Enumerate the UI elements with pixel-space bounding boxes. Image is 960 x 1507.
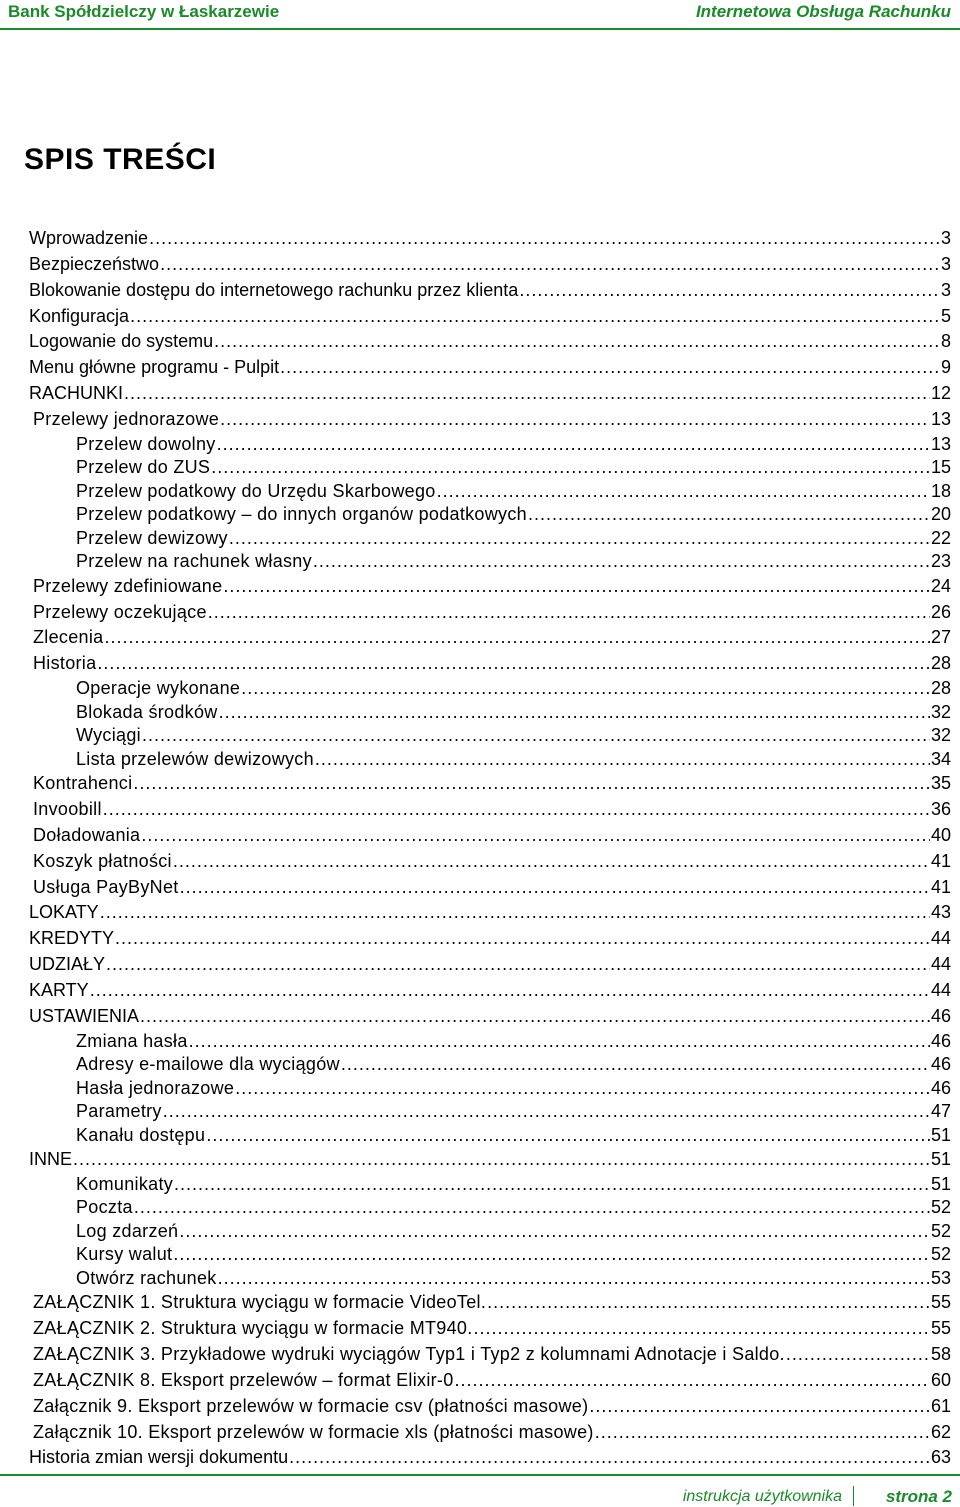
toc-entry-label: Logowanie do systemu [29,331,214,352]
toc-entry[interactable] [0,849,960,875]
toc-entry[interactable] [0,1124,960,1148]
toc-entry-label: Przelew dowolny [76,433,216,454]
toc-entry-page: 41 [930,876,951,897]
toc-entry-label: ZAŁĄCZNIK 2. Struktura wyciągu w formacie MT940. [33,1318,473,1339]
toc-leader-dots [104,625,930,651]
toc-entry-label: Komunikaty [76,1173,174,1194]
toc-leader-dots [173,849,930,875]
toc-entry-page: 53 [930,1267,951,1288]
toc-entry-page: 23 [930,551,951,572]
toc-entry-page: 22 [930,527,951,548]
toc-entry[interactable] [0,797,960,823]
toc-entry-page: 63 [930,1447,951,1468]
toc-entry[interactable] [0,252,960,278]
toc-leader-dots [97,651,930,677]
toc-entry[interactable] [0,1342,960,1368]
toc-entry-page: 3 [940,228,951,248]
toc-entry-label: Przelewy zdefiniowane [33,575,223,596]
toc-leader-dots [149,226,940,252]
toc-leader-dots [163,1100,930,1124]
toc-entry-label: Blokowanie dostępu do internetowego rachunku przez klienta [29,279,519,300]
toc-entry-label: Adresy e-mailowe dla wyciągów [76,1054,340,1075]
toc-entry-label: LOKATY [29,902,99,923]
toc-entry-label: Zlecenia [33,627,104,648]
toc-entry-label: USTAWIENIA [29,1005,140,1026]
toc-entry-page: 46 [930,1077,951,1098]
toc-entry[interactable] [0,456,960,480]
toc-entry[interactable] [0,1243,960,1267]
toc-entry[interactable] [0,823,960,849]
toc-entry-page: 5 [940,305,951,326]
toc-entry[interactable] [0,978,960,1004]
toc-entry-page: 52 [930,1197,951,1218]
toc-leader-dots [219,701,930,725]
toc-entry-page: 12 [930,383,951,404]
toc-leader-dots [474,1316,930,1342]
toc-entry-page: 26 [930,601,951,622]
toc-entry-page: 55 [930,1292,951,1313]
toc-entry-page: 41 [930,850,951,871]
app-name: Internetowa Obsługa Rachunku [695,2,951,21]
toc-entry-label: KREDYTY [29,928,115,949]
toc-leader-dots [90,978,930,1004]
toc-entry[interactable] [0,1053,960,1077]
toc-entry-label: Invoobill [33,798,102,819]
toc-entry-page: 13 [930,433,951,454]
toc-entry-label: Przelewy jednorazowe [33,408,220,429]
toc-entry[interactable] [0,600,960,626]
toc-entry[interactable] [0,701,960,725]
toc-entry[interactable] [0,1267,960,1291]
toc-entry-page: 62 [930,1421,951,1442]
toc-entry-label: Blokada środków [76,701,218,722]
toc-leader-dots [179,1220,930,1244]
toc-leader-dots [124,381,930,407]
toc-entry-page: 44 [930,928,951,949]
toc-entry-page: 9 [940,357,951,378]
toc-leader-dots [103,797,930,823]
toc-leader-dots [786,1342,930,1368]
toc-leader-dots [280,355,940,381]
toc-entry[interactable] [0,527,960,551]
footer-separator [853,1486,854,1506]
table-of-contents [0,226,960,1471]
toc-entry[interactable] [0,1147,960,1173]
toc-leader-dots [315,748,930,772]
toc-leader-dots [189,1030,930,1054]
page-number: strona 2 [885,1487,952,1506]
toc-leader-dots [241,677,930,701]
toc-entry-page: 35 [930,773,951,794]
toc-entry-label: Historia zmian wersji dokumentu [29,1447,289,1468]
toc-entry-page: 46 [930,1030,951,1051]
toc-entry-label: Bezpieczeństwo [29,253,160,274]
toc-leader-dots [160,252,940,278]
toc-entry[interactable] [0,329,960,355]
toc-entry-page: 32 [930,701,951,722]
toc-entry-page: 34 [930,748,951,769]
toc-entry-label: Kanału dostępu [76,1124,206,1145]
toc-entry[interactable] [0,1445,960,1471]
toc-leader-dots [595,1420,930,1446]
toc-leader-dots [214,329,940,355]
toc-entry-page: 52 [930,1244,951,1265]
toc-entry-page: 15 [930,457,951,478]
toc-leader-dots [341,1053,930,1077]
toc-entry-page: 36 [930,798,951,819]
toc-entry[interactable] [0,304,960,330]
toc-entry[interactable] [0,724,960,748]
toc-entry-label: Załącznik 9. Eksport przelewów w formacie csv (płatności masowe) [33,1395,589,1416]
toc-entry[interactable] [0,625,960,651]
toc-entry-label: Kontrahenci [33,773,133,794]
toc-leader-dots [218,1267,930,1291]
toc-entry-label: Przelew podatkowy – do innych organów podatkowych [76,504,527,525]
toc-entry-label: Menu główne programu - Pulpit [29,357,280,378]
toc-entry-label: UDZIAŁY [29,954,106,975]
toc-leader-dots [115,926,930,952]
header-divider [0,28,960,30]
toc-leader-dots [220,407,930,433]
toc-entry[interactable] [0,651,960,677]
toc-leader-dots [133,771,930,797]
toc-entry-page: 24 [930,575,951,596]
toc-entry-page: 28 [930,678,951,699]
toc-leader-dots [437,480,930,504]
toc-entry[interactable] [0,1220,960,1244]
toc-leader-dots [289,1445,930,1471]
toc-entry-page: 43 [930,902,951,923]
toc-leader-dots [211,456,930,480]
toc-entry-page: 52 [930,1220,951,1241]
toc-entry-page: 8 [940,331,951,352]
toc-leader-dots [519,278,940,304]
toc-entry[interactable] [0,503,960,527]
toc-entry-page: 46 [930,1005,951,1026]
toc-entry-page: 47 [930,1101,951,1122]
toc-leader-dots [134,1196,930,1220]
toc-entry[interactable] [0,677,960,701]
toc-entry-label: Poczta [76,1197,133,1218]
toc-entry-page: 51 [930,1124,951,1145]
toc-entry-label: ZAŁĄCZNIK 3. Przykładowe wydruki wyciągów Typ1 i Typ2 z kolumnami Adnotacje i Saldo. [33,1344,785,1365]
toc-entry-label: ZAŁĄCZNIK 1. Struktura wyciągu w formacie VideoTel. [33,1292,487,1313]
toc-leader-dots [217,433,930,457]
toc-entry-label: Przelew na rachunek własny [76,551,312,572]
toc-entry-label: Koszyk płatności [33,850,172,871]
toc-entry-page: 58 [930,1344,951,1365]
toc-entry-label: Przelew do ZUS [76,457,211,478]
toc-entry-page: 61 [930,1395,951,1416]
toc-entry-page: 51 [930,1173,951,1194]
toc-entry-label: Operacje wykonane [76,678,241,699]
toc-leader-dots [73,1147,930,1173]
toc-entry-label: KARTY [29,979,89,1000]
toc-leader-dots [487,1290,930,1316]
toc-entry[interactable] [0,771,960,797]
toc-entry-page: 27 [930,627,951,648]
toc-entry-label: Zmiana hasła [76,1030,188,1051]
toc-entry-label: Wprowadzenie [29,228,149,248]
toc-leader-dots [208,600,930,626]
toc-entry[interactable] [0,1290,960,1316]
toc-entry-page: 20 [930,504,951,525]
toc-entry[interactable] [0,1173,960,1197]
toc-entry[interactable] [0,407,960,433]
toc-entry[interactable] [0,381,960,407]
toc-entry[interactable] [0,278,960,304]
toc-entry-page: 44 [930,954,951,975]
toc-entry-label: RACHUNKI [29,383,124,404]
toc-entry-page: 32 [930,725,951,746]
toc-entry-label: Usługa PayByNet [33,876,179,897]
toc-leader-dots [235,1077,930,1101]
toc-entry-label: Otwórz rachunek [76,1267,217,1288]
toc-entry-label: Lista przelewów dewizowych [76,748,314,769]
toc-entry-label: Hasła jednorazowe [76,1077,235,1098]
toc-entry-label: INNE [29,1149,73,1170]
bank-name: Bank Spółdzielczy w Łaskarzewie [8,2,280,21]
toc-entry[interactable] [0,1316,960,1342]
toc-entry-label: Historia [33,653,97,674]
toc-leader-dots [455,1368,930,1394]
page-header [0,0,960,27]
toc-entry[interactable] [0,1030,960,1054]
toc-entry[interactable] [0,1394,960,1420]
toc-entry-label: Przelewy oczekujące [33,601,207,622]
page-footer [0,1474,960,1507]
toc-leader-dots [142,724,930,748]
toc-leader-dots [206,1124,930,1148]
toc-entry[interactable] [0,1004,960,1030]
toc-entry-page: 60 [930,1369,951,1390]
toc-entry[interactable] [0,226,960,252]
toc-entry-label: Kursy walut [76,1244,173,1265]
toc-entry-page: 40 [930,824,951,845]
footer-label: instrukcja użytkownika [682,1488,842,1505]
toc-entry[interactable] [0,1100,960,1124]
toc-leader-dots [100,900,930,926]
toc-entry[interactable] [0,480,960,504]
toc-entry-page: 55 [930,1318,951,1339]
toc-entry-page: 3 [940,279,951,300]
toc-leader-dots [130,304,940,330]
toc-entry-label: Przelew dewizowy [76,527,228,548]
toc-entry-page: 51 [930,1149,951,1170]
toc-leader-dots [140,1004,930,1030]
toc-leader-dots [174,1173,930,1197]
toc-entry[interactable] [0,1420,960,1446]
toc-leader-dots [589,1394,930,1420]
toc-entry-label: Wyciągi [76,725,141,746]
toc-entry[interactable] [0,1196,960,1220]
toc-entry[interactable] [0,1077,960,1101]
footer-divider [0,1474,960,1476]
toc-entry[interactable] [0,875,960,901]
toc-entry-page: 18 [930,480,951,501]
toc-entry-label: Załącznik 10. Eksport przelewów w formacie xls (płatności masowe) [33,1421,594,1442]
toc-leader-dots [223,574,930,600]
toc-entry[interactable] [0,1368,960,1394]
toc-entry[interactable] [0,748,960,772]
toc-entry-label: ZAŁĄCZNIK 8. Eksport przelewów – format Elixir-0 [33,1369,454,1390]
toc-entry[interactable] [0,926,960,952]
toc-leader-dots [229,527,930,551]
toc-entry[interactable] [0,574,960,600]
toc-entry-page: 13 [930,408,951,429]
toc-entry-page: 28 [930,653,951,674]
toc-leader-dots [173,1243,930,1267]
toc-entry[interactable] [0,355,960,381]
toc-entry-label: Log zdarzeń [76,1220,179,1241]
toc-entry[interactable] [0,550,960,574]
toc-leader-dots [106,952,930,978]
toc-entry[interactable] [0,433,960,457]
toc-leader-dots [313,550,930,574]
page-title: SPIS TREŚCI [24,143,217,176]
toc-entry[interactable] [0,952,960,978]
toc-entry-page: 46 [930,1054,951,1075]
toc-leader-dots [180,875,930,901]
toc-entry-label: Parametry [76,1101,162,1122]
toc-leader-dots [141,823,930,849]
toc-entry-label: Doładowania [33,824,141,845]
toc-entry-label: Przelew podatkowy do Urzędu Skarbowego [76,480,436,501]
toc-entry-page: 3 [940,253,951,274]
toc-entry[interactable] [0,900,960,926]
toc-entry-page: 44 [930,979,951,1000]
toc-entry-label: Konfiguracja [29,305,130,326]
toc-leader-dots [528,503,930,527]
